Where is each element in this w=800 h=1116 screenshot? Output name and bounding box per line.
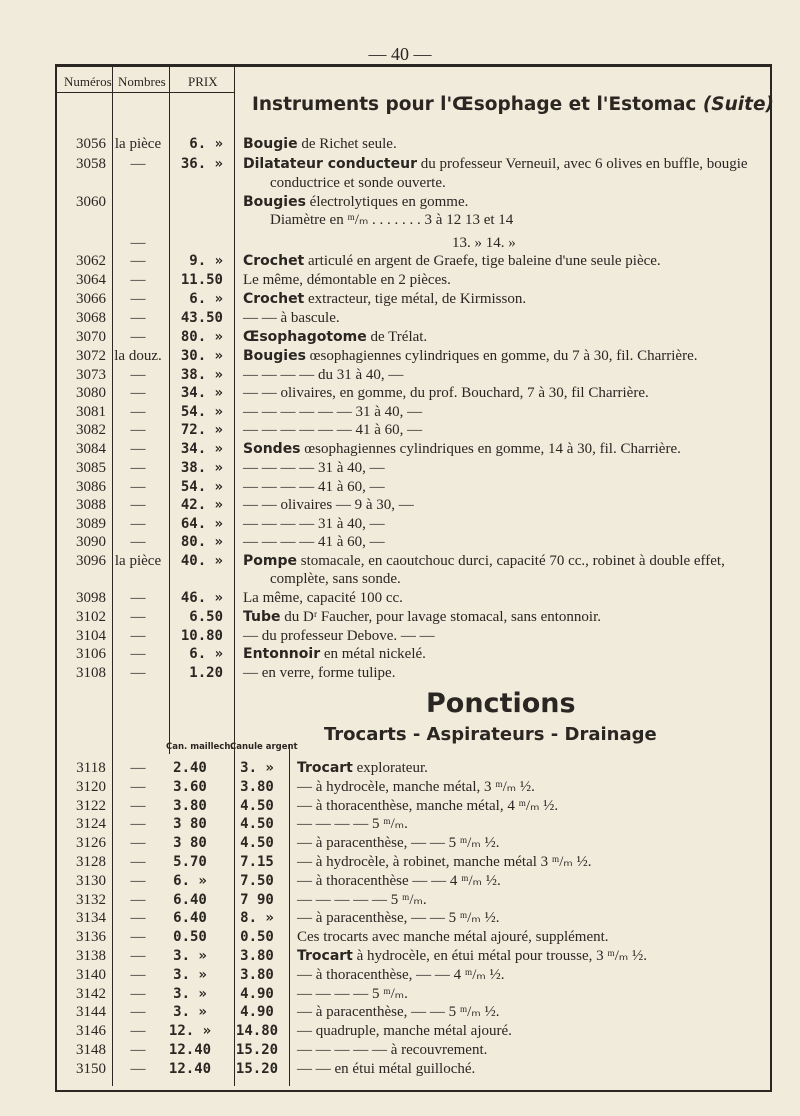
item-text: — — — — — — 31 à 40, — xyxy=(243,404,423,420)
item-text: — à hydrocèle, manche métal, 3 ᵐ/ₘ ½. xyxy=(297,778,535,795)
item-text: — en verre, forme tulipe. xyxy=(243,665,396,681)
item-description xyxy=(297,834,499,853)
item-text: — — — — 41 à 60, — xyxy=(243,534,385,550)
item-description xyxy=(297,1022,512,1041)
item-text: Ces trocarts avec manche métal ajouré, supplément. xyxy=(297,929,609,946)
item-text: du Dʳ Faucher, pour lavage stomacal, sans entonnoir. xyxy=(280,609,601,625)
item-text: conductrice et sonde ouverte. xyxy=(270,175,446,191)
item-quantity: — xyxy=(130,590,146,606)
header-prix: PRIX xyxy=(188,74,218,89)
item-description xyxy=(243,290,526,309)
item-number: 3081 xyxy=(76,404,106,420)
item-quantity xyxy=(109,570,167,589)
item-number: 3142 xyxy=(76,985,106,1002)
price-argent: 7.50 xyxy=(240,872,274,889)
item-lead: Crochet xyxy=(243,253,305,269)
item-price: 34. » xyxy=(180,385,223,401)
item-price: 80. » xyxy=(180,534,223,550)
item-text: — à paracenthèse, — — 5 ᵐ/ₘ ½. xyxy=(297,910,500,927)
item-text: — — à bascule. xyxy=(243,310,340,326)
item-text: — — — — 5 ᵐ/ₘ. xyxy=(297,985,408,1002)
item-number: 3086 xyxy=(76,479,106,495)
section2-subtitle: Trocarts - Aspirateurs - Drainage xyxy=(324,724,657,745)
price-argent: 4.50 xyxy=(240,797,274,814)
item-quantity: — xyxy=(130,460,146,476)
price-maillech: 12. » xyxy=(168,1023,212,1040)
price-maillech: 2.40 xyxy=(173,760,207,776)
item-text: — — — — 31 à 40, — xyxy=(243,516,385,532)
item-price xyxy=(168,570,223,589)
item-quantity xyxy=(109,193,167,212)
price-maillech: 3. » xyxy=(173,985,207,1002)
item-description xyxy=(243,664,395,683)
price-maillech: 3 80 xyxy=(173,835,207,852)
item-text: en métal nickelé. xyxy=(320,646,426,662)
item-price: 10.80 xyxy=(180,628,223,644)
item-description xyxy=(243,309,340,328)
item-text: de Trélat. xyxy=(366,329,428,345)
price-maillech: 12.40 xyxy=(168,1042,212,1058)
price-argent: 3.80 xyxy=(240,778,274,795)
item-number xyxy=(72,211,110,230)
item-description xyxy=(297,909,499,928)
item-description xyxy=(297,928,609,947)
item-number: 3080 xyxy=(76,385,106,401)
item-text: — — olivaires, en gomme, du prof. Bouchard, 7 à 30, fil Charrière. xyxy=(243,385,649,401)
item-number: 3128 xyxy=(76,854,106,870)
item-quantity: — xyxy=(130,497,146,513)
item-number: 3064 xyxy=(76,272,106,288)
item-quantity: — xyxy=(130,235,146,251)
item-text: — — — — — — 41 à 60, — xyxy=(243,422,423,438)
item-quantity: — xyxy=(130,1023,146,1040)
header-nombres: Nombres xyxy=(118,74,166,89)
section-title-suffix: (Suite) xyxy=(702,94,774,115)
item-number: 3108 xyxy=(76,665,106,681)
item-number: 3096 xyxy=(76,553,106,569)
item-number: 3090 xyxy=(76,534,106,550)
item-text: stomacale, en caoutchouc durci, capacité 70 cc., robinet à double effet, xyxy=(296,553,725,569)
item-number: 3148 xyxy=(76,1042,106,1058)
item-description xyxy=(297,797,558,816)
item-text: — — — — du 31 à 40, — xyxy=(243,367,404,383)
item-price: 54. » xyxy=(180,404,223,420)
page-number: — 40 — xyxy=(368,44,432,64)
item-quantity: — xyxy=(130,665,146,681)
item-number: 3102 xyxy=(76,609,106,625)
section-title xyxy=(252,94,774,115)
item-description xyxy=(243,155,748,174)
item-quantity: — xyxy=(130,646,146,662)
price-maillech: 3.60 xyxy=(173,778,207,795)
item-price: 9. » xyxy=(189,253,223,269)
item-description xyxy=(243,384,649,403)
item-text: — — en étui métal guilloché. xyxy=(297,1060,476,1077)
item-number: 3136 xyxy=(76,929,106,946)
item-quantity: — xyxy=(130,441,146,457)
item-text: explorateur. xyxy=(352,760,428,776)
item-text: œsophagiennes cylindriques en gomme, 14 à 30, fil. Charrière. xyxy=(300,441,681,457)
item-description xyxy=(243,271,451,290)
item-description xyxy=(270,174,446,193)
item-text: de Richet seule. xyxy=(297,136,397,152)
item-description xyxy=(243,645,426,664)
price-maillech: 6.40 xyxy=(173,910,207,927)
item-number: 3056 xyxy=(76,136,106,152)
section-title-text: Instruments pour l'Œsophage et l'Estomac xyxy=(252,94,697,115)
item-price: 43.50 xyxy=(180,310,223,326)
item-quantity xyxy=(109,174,167,193)
item-lead: Œsophagotome xyxy=(243,329,367,345)
item-description xyxy=(243,252,661,271)
item-description xyxy=(243,608,601,627)
item-number: 3122 xyxy=(76,797,106,814)
item-number: 3134 xyxy=(76,910,106,927)
item-number: 3106 xyxy=(76,646,106,662)
item-description xyxy=(243,328,427,347)
item-quantity: la pièce xyxy=(114,553,162,569)
item-number: 3138 xyxy=(76,948,106,964)
header-numeros: Numéros xyxy=(64,74,112,89)
item-number: 3068 xyxy=(76,310,106,326)
item-number: 3118 xyxy=(76,760,106,776)
item-quantity xyxy=(109,211,167,230)
item-quantity: — xyxy=(130,854,146,870)
item-number: 3126 xyxy=(76,835,106,852)
item-quantity: — xyxy=(130,948,146,964)
item-text: Diamètre en ᵐ/ₘ . . . . . . . 3 à 12 13 et 14 xyxy=(270,212,514,228)
price-argent: 3. » xyxy=(240,760,274,776)
item-quantity: — xyxy=(130,966,146,983)
item-quantity: — xyxy=(130,385,146,401)
item-number: 3088 xyxy=(76,497,106,513)
item-quantity: — xyxy=(130,760,146,776)
price-argent: 4.90 xyxy=(240,985,274,1002)
item-description xyxy=(297,947,647,966)
item-quantity: — xyxy=(130,816,146,833)
item-price: 1.20 xyxy=(189,665,223,681)
item-number: 3084 xyxy=(76,441,106,457)
item-quantity: — xyxy=(130,835,146,852)
item-description xyxy=(243,478,385,497)
item-quantity: — xyxy=(130,1060,146,1077)
col-header-argent: Canule argent xyxy=(230,742,298,752)
item-number: 3146 xyxy=(76,1023,106,1040)
item-description xyxy=(243,440,681,459)
item-price: 80. » xyxy=(180,329,223,345)
item-price: 6. » xyxy=(189,646,223,662)
item-quantity: — xyxy=(130,156,146,172)
item-price: 36. » xyxy=(180,156,223,172)
item-quantity: — xyxy=(130,778,146,795)
item-lead: Tube xyxy=(243,609,281,625)
item-text: complète, sans sonde. xyxy=(270,571,401,587)
price-maillech: 5.70 xyxy=(173,854,207,870)
item-number xyxy=(72,174,110,193)
item-price: 72. » xyxy=(180,422,223,438)
item-description xyxy=(243,421,422,440)
item-quantity: — xyxy=(130,628,146,644)
item-description xyxy=(243,135,397,154)
item-description xyxy=(243,459,385,478)
price-maillech: 0.50 xyxy=(173,929,207,946)
item-text: Le même, démontable en 2 pièces. xyxy=(243,272,451,288)
item-price: 11.50 xyxy=(180,272,223,288)
price-argent: 15.20 xyxy=(235,1042,279,1058)
item-number: 3066 xyxy=(76,291,106,307)
item-lead: Sondes xyxy=(243,441,301,457)
price-argent: 4.50 xyxy=(240,816,274,833)
item-description xyxy=(243,533,385,552)
item-description xyxy=(297,759,428,778)
item-description xyxy=(297,1060,475,1079)
price-argent: 15.20 xyxy=(235,1060,279,1077)
item-price xyxy=(168,174,223,193)
item-quantity: — xyxy=(130,910,146,927)
item-text: — — — — — 5 ᵐ/ₘ. xyxy=(297,891,427,908)
item-quantity: — xyxy=(130,479,146,495)
item-description xyxy=(297,966,504,985)
item-description xyxy=(297,1041,487,1060)
item-quantity: — xyxy=(130,929,146,946)
price-argent: 3.80 xyxy=(240,948,274,964)
item-text: œsophagiennes cylindriques en gomme, du 7 à 30, fil. Charrière. xyxy=(305,348,698,364)
item-quantity: — xyxy=(130,253,146,269)
item-text: — — — — 31 à 40, — xyxy=(243,460,385,476)
item-number: 3144 xyxy=(76,1004,106,1021)
item-number: 3070 xyxy=(76,329,106,345)
item-text: — à paracenthèse, — — 5 ᵐ/ₘ ½. xyxy=(297,835,500,852)
price-maillech: 6. » xyxy=(173,872,207,889)
item-price xyxy=(168,193,223,212)
item-lead: Bougie xyxy=(243,136,298,152)
item-text: — quadruple, manche métal ajouré. xyxy=(297,1023,512,1040)
price-argent: 4.50 xyxy=(240,835,274,852)
item-description xyxy=(297,985,408,1004)
item-price xyxy=(168,211,223,230)
price-maillech: 3. » xyxy=(173,948,207,964)
item-number: 3130 xyxy=(76,872,106,889)
item-text: articulé en argent de Graefe, tige baleine d'une seule pièce. xyxy=(304,253,661,269)
item-text: 13. » 14. » xyxy=(452,235,516,251)
item-price: 64. » xyxy=(180,516,223,532)
item-description xyxy=(297,891,427,910)
item-text: — — — — 41 à 60, — xyxy=(243,479,385,495)
item-lead: Entonnoir xyxy=(243,646,321,662)
price-argent: 14.80 xyxy=(235,1023,279,1040)
item-description xyxy=(243,552,725,571)
column-divider xyxy=(289,744,290,1086)
item-quantity: la pièce xyxy=(114,136,162,152)
item-lead: Trocart xyxy=(297,948,353,964)
item-quantity: — xyxy=(130,1004,146,1021)
item-description xyxy=(243,347,697,366)
item-text: — à paracenthèse, — — 5 ᵐ/ₘ ½. xyxy=(297,1004,500,1021)
price-maillech: 3. » xyxy=(173,966,207,983)
section2-title: Ponctions xyxy=(426,688,576,719)
item-lead: Pompe xyxy=(243,553,297,569)
item-number xyxy=(72,234,110,253)
price-maillech: 3 80 xyxy=(173,816,207,833)
item-description xyxy=(243,496,414,515)
item-number: 3062 xyxy=(76,253,106,269)
item-number: 3140 xyxy=(76,966,106,983)
price-maillech: 6.40 xyxy=(173,891,207,908)
item-number: 3132 xyxy=(76,891,106,908)
item-price: 34. » xyxy=(180,441,223,457)
item-number: 3098 xyxy=(76,590,106,606)
item-price xyxy=(168,234,223,253)
price-maillech: 3. » xyxy=(173,1004,207,1021)
price-argent: 3.80 xyxy=(240,966,274,983)
item-description xyxy=(243,366,403,385)
item-description xyxy=(270,211,513,230)
item-text: — à hydrocèle, à robinet, manche métal 3 ᵐ/ₘ ½. xyxy=(297,854,592,870)
price-maillech: 3.80 xyxy=(173,797,207,814)
item-price: 54. » xyxy=(180,479,223,495)
item-text: — — — — — à recouvrement. xyxy=(297,1042,488,1058)
item-quantity: — xyxy=(130,534,146,550)
price-argent: 0.50 xyxy=(240,929,274,946)
item-quantity: — xyxy=(130,367,146,383)
item-number: 3150 xyxy=(76,1060,106,1077)
item-text: — du professeur Debove. — — xyxy=(243,628,435,644)
item-quantity: — xyxy=(130,310,146,326)
item-quantity: — xyxy=(130,404,146,420)
item-quantity: — xyxy=(130,329,146,345)
item-number: 3120 xyxy=(76,778,106,795)
item-number: 3072 xyxy=(76,348,106,364)
item-lead: Bougies xyxy=(243,348,306,364)
price-argent: 4.90 xyxy=(240,1004,274,1021)
item-quantity: — xyxy=(130,291,146,307)
item-number: 3073 xyxy=(76,367,106,383)
item-price: 46. » xyxy=(180,590,223,606)
header-rule xyxy=(57,92,235,93)
item-quantity: — xyxy=(130,609,146,625)
item-text: électrolytiques en gomme. xyxy=(305,194,469,210)
item-quantity: — xyxy=(130,891,146,908)
item-text: à hydrocèle, en étui métal pour trousse, 3 ᵐ/ₘ ½. xyxy=(352,948,647,964)
item-price: 6. » xyxy=(189,291,223,307)
item-lead: Crochet xyxy=(243,291,305,307)
price-argent: 7.15 xyxy=(240,854,274,870)
item-quantity: — xyxy=(130,985,146,1002)
price-maillech: 12.40 xyxy=(168,1060,212,1077)
item-description xyxy=(243,403,422,422)
item-description xyxy=(297,853,592,872)
item-number: 3104 xyxy=(76,628,106,644)
item-description xyxy=(243,193,468,212)
item-text: — à thoracenthèse, manche métal, 4 ᵐ/ₘ ½. xyxy=(297,797,559,814)
item-number: 3058 xyxy=(76,156,106,172)
item-quantity: — xyxy=(130,422,146,438)
item-price: 30. » xyxy=(180,348,223,364)
price-argent: 7 90 xyxy=(240,891,274,908)
item-price: 38. » xyxy=(180,460,223,476)
item-lead: Dilatateur conducteur xyxy=(243,156,417,172)
item-number: 3085 xyxy=(76,460,106,476)
item-quantity: — xyxy=(130,872,146,889)
item-price: 6. » xyxy=(189,136,223,152)
item-description xyxy=(243,589,403,608)
item-text: La même, capacité 100 cc. xyxy=(243,590,403,606)
item-number: 3060 xyxy=(76,194,106,210)
item-lead: Bougies xyxy=(243,194,306,210)
item-description xyxy=(243,515,385,534)
item-description xyxy=(297,815,408,834)
item-number: 3082 xyxy=(76,422,106,438)
item-text: — à thoracenthèse — — 4 ᵐ/ₘ ½. xyxy=(297,872,501,889)
item-description xyxy=(243,627,435,646)
col-header-maillech: Can. maillech. xyxy=(166,742,234,752)
item-quantity: — xyxy=(130,797,146,814)
item-text: — — olivaires — 9 à 30, — xyxy=(243,497,414,513)
item-quantity: la douz. xyxy=(114,348,162,364)
item-text: — — — — 5 ᵐ/ₘ. xyxy=(297,816,408,833)
item-text: du professeur Verneuil, avec 6 olives en buffle, bougie xyxy=(416,156,748,172)
item-price: 6.50 xyxy=(189,609,223,625)
item-price: 38. » xyxy=(180,367,223,383)
item-description xyxy=(297,778,535,797)
item-description xyxy=(270,570,401,589)
item-description xyxy=(297,872,501,891)
item-quantity: — xyxy=(130,1042,146,1058)
item-number: 3089 xyxy=(76,516,106,532)
price-argent: 8. » xyxy=(240,910,274,927)
item-description xyxy=(452,234,516,253)
item-quantity: — xyxy=(130,516,146,532)
item-number xyxy=(72,570,110,589)
item-price: 42. » xyxy=(180,497,223,513)
item-description xyxy=(297,1003,499,1022)
item-lead: Trocart xyxy=(297,760,353,776)
item-quantity: — xyxy=(130,272,146,288)
item-text: extracteur, tige métal, de Kirmisson. xyxy=(304,291,527,307)
item-price: 40. » xyxy=(180,553,223,569)
item-number: 3124 xyxy=(76,816,106,833)
item-text: — à thoracenthèse, — — 4 ᵐ/ₘ ½. xyxy=(297,966,505,983)
